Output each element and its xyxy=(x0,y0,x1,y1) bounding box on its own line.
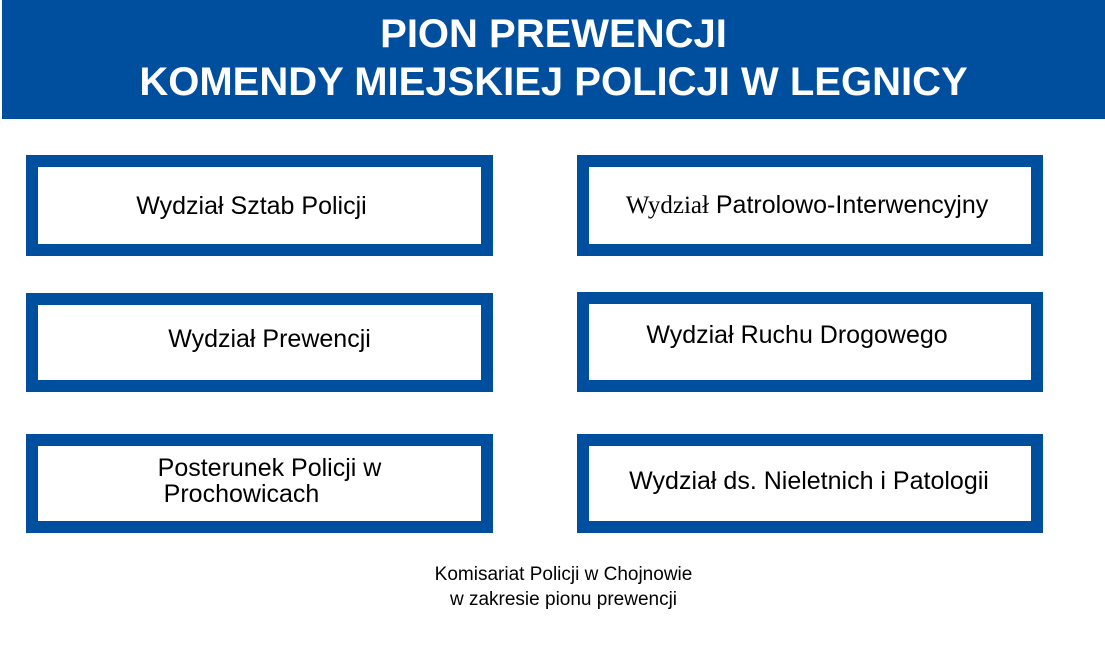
unit-box-ruch xyxy=(577,292,1043,392)
unit-box-nieletni xyxy=(577,434,1043,533)
page-title-line-1: PION PREWENCJI xyxy=(380,12,727,56)
unit-label-posterunek xyxy=(158,455,382,507)
unit-label-nieletni: Wydział ds. Nieletnich i Patologii xyxy=(629,466,989,495)
unit-box-posterunek xyxy=(26,434,493,533)
unit-box-prewencja xyxy=(26,293,493,392)
unit-label-patrol xyxy=(626,192,988,219)
page-title-line-2: KOMENDY MIEJSKIEJ POLICJI W LEGNICY xyxy=(139,60,968,104)
footer-note-line-1: Komisariat Policji w Chojnowie xyxy=(434,564,693,585)
unit-box-sztab xyxy=(26,155,493,256)
unit-box-patrol xyxy=(577,155,1043,256)
unit-label-patrol-rest: Patrolowo-Interwencyjny xyxy=(708,191,989,219)
page-title-banner xyxy=(2,0,1105,119)
footer-note-line-2: w zakresie pionu prewencji xyxy=(449,589,678,610)
unit-label-sztab: Wydział Sztab Policji xyxy=(136,191,367,220)
unit-label-posterunek-line-2: Prochowicach xyxy=(163,479,320,508)
footer-note xyxy=(0,562,1105,612)
unit-label-posterunek-line-1: Posterunek Policji w xyxy=(157,453,382,482)
unit-label-ruch: Wydział Ruchu Drogowego xyxy=(646,321,948,349)
unit-label-prewencja: Wydział Prewencji xyxy=(168,324,371,353)
unit-label-patrol-prefix: Wydział xyxy=(625,192,709,219)
